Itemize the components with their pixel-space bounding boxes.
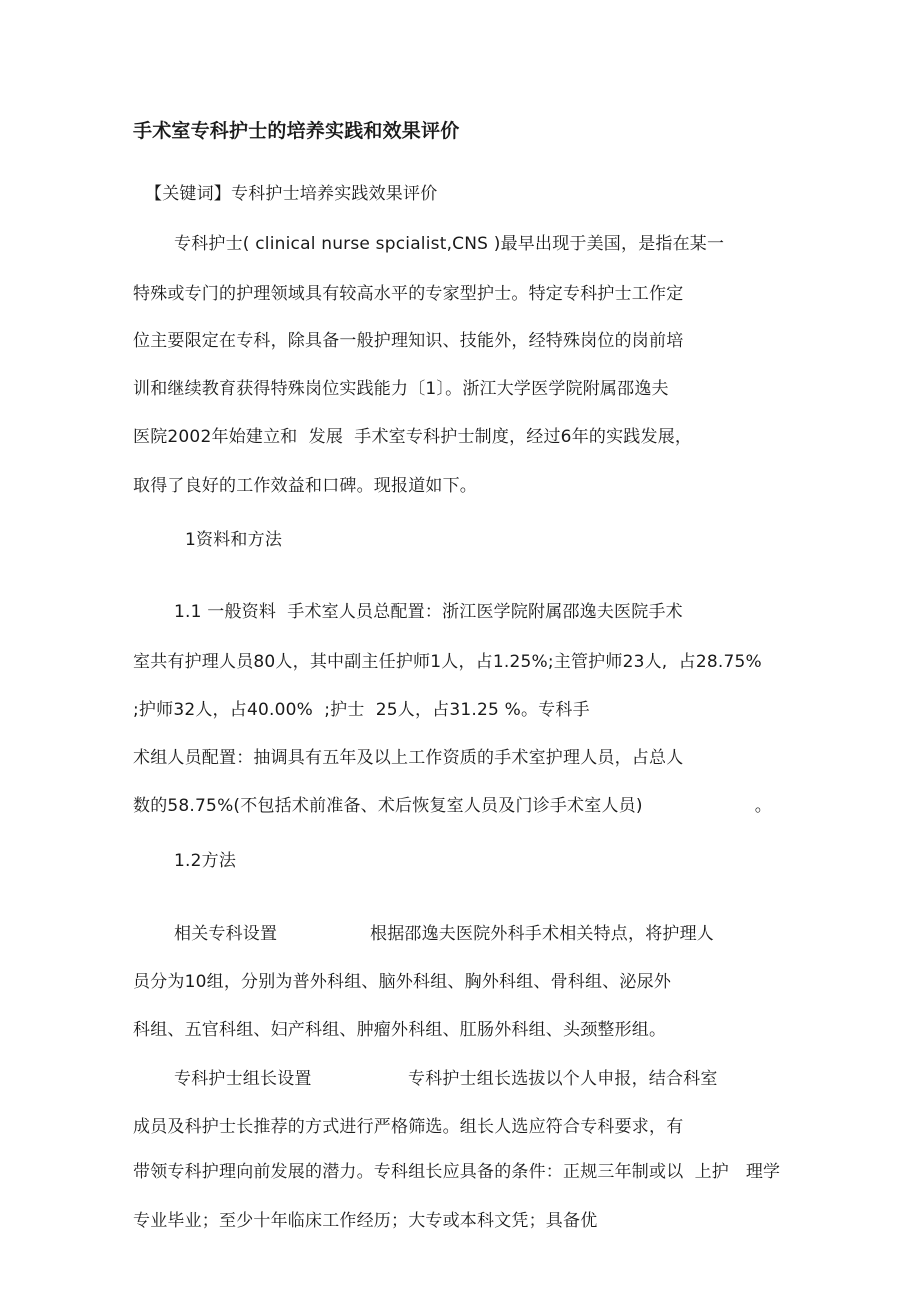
section-1-1-line-1: 1.1 一般资料 手术室人员总配置：浙江医学院附属邵逸夫医院手术 (174, 602, 683, 622)
leader-setup-line-1: 专科护士组长选拔以个人申报，结合科室 (408, 1069, 718, 1089)
section-1-1-line-4: 术组人员配置：抽调具有五年及以上工作资质的手术室护理人员，占总人 (133, 748, 684, 768)
intro-line-5: 医院2002年始建立和 发展 手术室专科护士制度，经过6年的实践发展， (133, 427, 693, 447)
section-1-heading: 1资料和方法 (185, 530, 283, 550)
specialty-setup-line-3: 科组、五官科组、妇产科组、肿瘤外科组、肛肠外科组、头颈整形组。 (133, 1020, 667, 1040)
leader-setup-line-3: 带领专科护理向前发展的潜力。专科组长应具备的条件：正规三年制或以 上护 理学 (133, 1162, 781, 1182)
specialty-setup-line-1: 根据邵逸夫医院外科手术相关特点，将护理人 (370, 924, 714, 944)
specialty-setup-line-2: 员分为10组，分别为普外科组、脑外科组、胸外科组、骨科组、泌尿外 (133, 972, 672, 992)
specialty-setup-label: 相关专科设置 (174, 924, 278, 944)
intro-line-4: 训和继续教育获得特殊岗位实践能力〔1〕。浙江大学医学院附属邵逸夫 (133, 379, 669, 399)
section-1-1-line-3: ;护师32人，占40.00% ;护士 25人，占31.25 %。专科手 (133, 700, 590, 720)
section-1-1-line-2: 室共有护理人员80人，其中副主任护师1人，占1.25%;主管护师23人, 占28.75% (133, 652, 762, 672)
intro-line-2: 特殊或专门的护理领域具有较高水平的专家型护士。特定专科护士工作定 (133, 284, 684, 304)
section-1-2-heading: 1.2方法 (174, 851, 237, 871)
section-1-1-line-5: 数的58.75%(不包括术前准备、术后恢复室人员及门诊手术室人员) 。 (133, 796, 772, 816)
leader-setup-line-2: 成员及科护士长推荐的方式进行严格筛选。组长人选应符合专科要求，有 (133, 1117, 684, 1137)
intro-line-1: 专科护士( clinical nurse spcialist,CNS )最早出现于美国，是指在某一 (174, 234, 725, 254)
intro-line-3: 位主要限定在专科，除具备一般护理知识、技能外，经特殊岗位的岗前培 (133, 331, 684, 351)
leader-setup-line-4: 专业毕业；至少十年临床工作经历；大专或本科文凭；具备优 (133, 1211, 598, 1231)
document-title: 手术室专科护士的培养实践和效果评价 (133, 120, 460, 142)
intro-line-6: 取得了良好的工作效益和口碑。现报道如下。 (133, 476, 477, 496)
keywords-line: 【关键词】专科护士培养实践效果评价 (145, 184, 438, 204)
leader-setup-label: 专科护士组长设置 (174, 1069, 312, 1089)
